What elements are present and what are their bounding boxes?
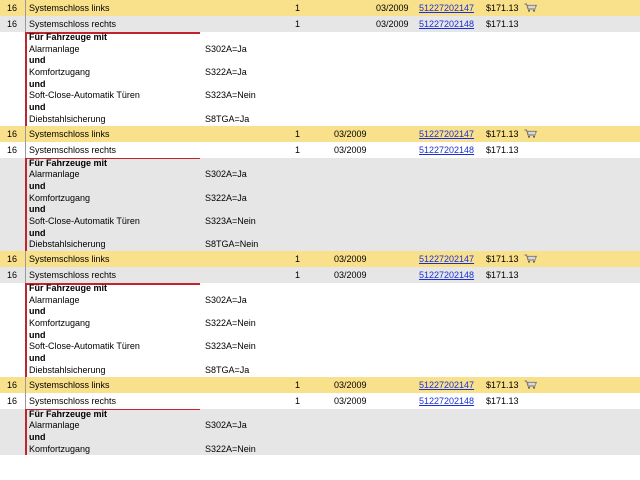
part-number-link[interactable]: 51227202147 (419, 379, 475, 390)
table-row (0, 393, 640, 409)
table-row (0, 267, 640, 283)
vehicle-condition-note (0, 158, 640, 252)
table-row (0, 377, 640, 393)
condition-label: Soft-Close-Automatik Türen (29, 215, 140, 226)
condition-code: S8TGA=Nein (205, 239, 259, 250)
condition-label: Soft-Close-Automatik Türen (29, 90, 140, 101)
conjunction (0, 181, 640, 193)
condition-line (0, 44, 640, 56)
condition-line (0, 67, 640, 79)
part-number-link[interactable]: 51227202147 (419, 128, 475, 139)
date: 03/2009 (334, 254, 367, 264)
condition-label: Alarmanlage (29, 169, 80, 180)
conjunction-text: und (29, 204, 46, 215)
position-number: 16 (7, 270, 18, 280)
column-divider (25, 142, 26, 158)
date: 03/2009 (334, 144, 367, 155)
condition-label: Diebstahlsicherung (29, 113, 106, 124)
condition-line (0, 90, 640, 102)
conjunction (0, 79, 640, 91)
column-divider (25, 251, 26, 267)
condition-label: Komfortzugang (29, 318, 91, 329)
condition-label: Alarmanlage (29, 420, 80, 431)
note-title (0, 32, 640, 44)
condition-code: S323A=Nein (205, 341, 256, 352)
condition-code: S323A=Nein (205, 90, 256, 101)
condition-code: S322A=Ja (205, 67, 247, 78)
position-number: 16 (7, 3, 18, 13)
part-description: Systemschloss links (29, 254, 110, 264)
column-divider (25, 126, 26, 142)
part-description: Systemschloss links (29, 3, 110, 13)
quantity: 1 (295, 379, 301, 390)
condition-code: S323A=Nein (205, 215, 256, 226)
condition-label: Komfortzugang (29, 192, 91, 203)
position-number: 16 (7, 395, 18, 406)
part-number-link[interactable]: 51227202148 (419, 395, 475, 406)
condition-label: Alarmanlage (29, 43, 80, 54)
condition-line (0, 216, 640, 228)
condition-line (0, 239, 640, 251)
vehicle-condition-note (0, 409, 640, 456)
condition-code: S322A=Nein (205, 443, 256, 454)
conjunction (0, 432, 640, 444)
date: 03/2009 (334, 270, 367, 280)
condition-line (0, 341, 640, 353)
part-number-link[interactable]: 51227202148 (419, 270, 475, 280)
price: $171.13 (486, 379, 519, 390)
condition-line (0, 169, 640, 181)
position-number: 16 (7, 379, 18, 390)
condition-code: S322A=Ja (205, 192, 247, 203)
note-title-text: Für Fahrzeuge mit (29, 32, 108, 42)
condition-code: S302A=Ja (205, 169, 247, 180)
part-description: Systemschloss rechts (29, 395, 117, 406)
table-row (0, 142, 640, 158)
conjunction (0, 102, 640, 114)
shopping-cart-icon[interactable] (524, 254, 537, 263)
note-title (0, 158, 640, 170)
condition-code: S322A=Nein (205, 318, 256, 329)
conjunction (0, 330, 640, 342)
conjunction (0, 353, 640, 365)
conjunction-text: und (29, 78, 46, 89)
condition-line (0, 114, 640, 126)
part-description: Systemschloss rechts (29, 19, 117, 29)
date: 03/2009 (376, 19, 409, 29)
condition-line (0, 420, 640, 432)
vehicle-condition-note (0, 283, 640, 377)
note-title-text: Für Fahrzeuge mit (29, 283, 108, 293)
shopping-cart-icon[interactable] (524, 129, 537, 138)
quantity: 1 (295, 254, 301, 264)
conjunction-text: und (29, 102, 46, 113)
date: 03/2009 (334, 379, 367, 390)
condition-label: Diebstahlsicherung (29, 239, 106, 250)
conjunction-text: und (29, 329, 46, 340)
quantity: 1 (295, 19, 301, 29)
price: $171.13 (486, 395, 519, 406)
column-divider (25, 0, 26, 16)
part-number-link[interactable]: 51227202148 (419, 144, 475, 155)
condition-code: S302A=Ja (205, 294, 247, 305)
conjunction (0, 306, 640, 318)
quantity: 1 (295, 3, 301, 13)
conjunction-text: und (29, 306, 46, 317)
note-title (0, 283, 640, 295)
quantity: 1 (295, 128, 301, 139)
vehicle-condition-note (0, 32, 640, 126)
table-row (0, 0, 640, 16)
date: 03/2009 (334, 395, 367, 406)
part-description: Systemschloss links (29, 379, 110, 390)
conjunction-text: und (29, 180, 46, 191)
part-number-link[interactable]: 51227202147 (419, 254, 475, 264)
price: $171.13 (486, 144, 519, 155)
position-number: 16 (7, 144, 18, 155)
shopping-cart-icon[interactable] (524, 3, 537, 12)
part-description: Systemschloss rechts (29, 270, 117, 280)
condition-code: S8TGA=Ja (205, 364, 250, 375)
price: $171.13 (486, 254, 519, 264)
shopping-cart-icon[interactable] (524, 380, 537, 389)
column-divider (25, 16, 26, 32)
column-divider (25, 267, 26, 283)
quantity: 1 (295, 144, 301, 155)
conjunction-text: und (29, 55, 46, 66)
position-number: 16 (7, 254, 18, 264)
date: 03/2009 (376, 3, 409, 13)
date: 03/2009 (334, 128, 367, 139)
condition-line (0, 193, 640, 205)
price: $171.13 (486, 270, 519, 280)
part-description: Systemschloss rechts (29, 144, 117, 155)
conjunction (0, 55, 640, 67)
column-divider (25, 393, 26, 409)
note-title (0, 409, 640, 421)
note-title-text: Für Fahrzeuge mit (29, 157, 108, 168)
conjunction-text: und (29, 431, 46, 442)
condition-label: Alarmanlage (29, 294, 80, 305)
price: $171.13 (486, 3, 519, 13)
column-divider (25, 377, 26, 393)
condition-label: Komfortzugang (29, 67, 91, 78)
condition-code: S302A=Ja (205, 420, 247, 431)
condition-code: S302A=Ja (205, 43, 247, 54)
quantity: 1 (295, 270, 301, 280)
condition-line (0, 444, 640, 456)
condition-line (0, 295, 640, 307)
conjunction-text: und (29, 227, 46, 238)
table-row (0, 251, 640, 267)
price: $171.13 (486, 19, 519, 29)
condition-label: Komfortzugang (29, 443, 91, 454)
conjunction (0, 228, 640, 240)
note-title-text: Für Fahrzeuge mit (29, 408, 108, 419)
position-number: 16 (7, 128, 18, 139)
table-row (0, 16, 640, 32)
quantity: 1 (295, 395, 301, 406)
part-description: Systemschloss links (29, 128, 110, 139)
condition-line (0, 365, 640, 377)
part-number-link[interactable]: 51227202147 (419, 3, 475, 13)
condition-line (0, 318, 640, 330)
conjunction-text: und (29, 353, 46, 364)
price: $171.13 (486, 128, 519, 139)
conjunction (0, 204, 640, 216)
part-number-link[interactable]: 51227202148 (419, 19, 475, 29)
condition-code: S8TGA=Ja (205, 113, 250, 124)
table-row (0, 126, 640, 142)
condition-label: Soft-Close-Automatik Türen (29, 341, 140, 352)
condition-label: Diebstahlsicherung (29, 364, 106, 375)
position-number: 16 (7, 19, 18, 29)
